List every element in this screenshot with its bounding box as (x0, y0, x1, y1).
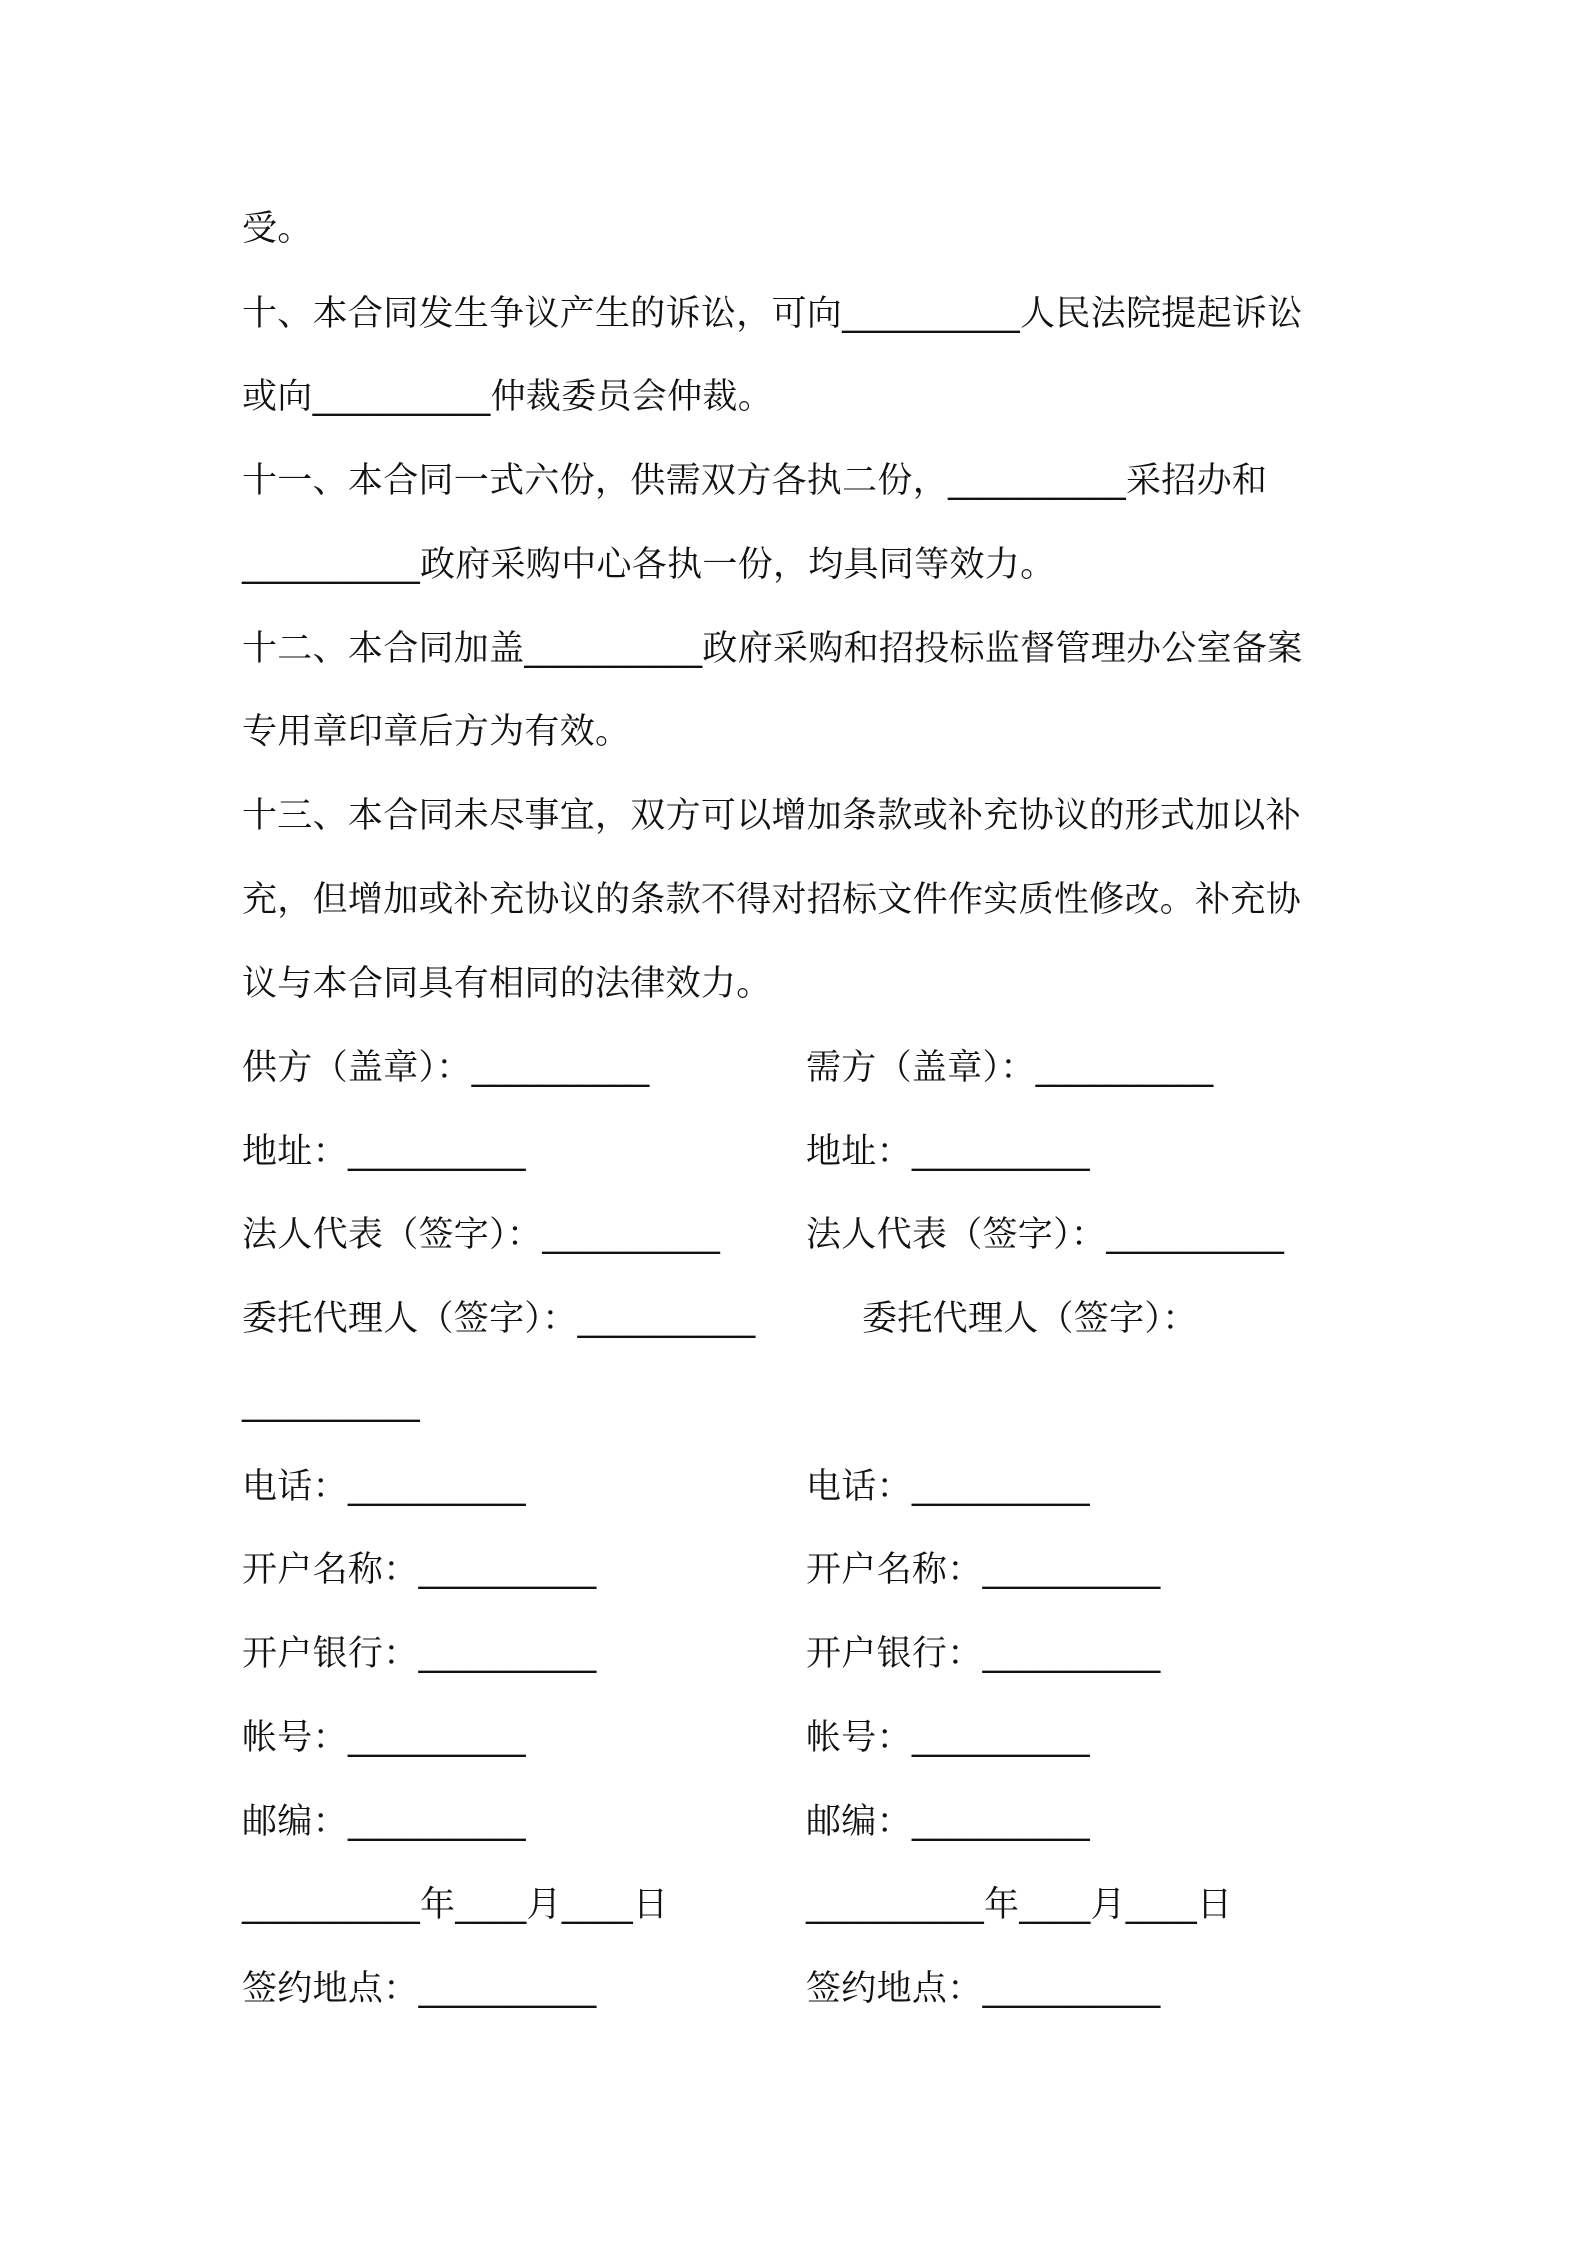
clause-10-line-1: 十、本合同发生争议产生的诉讼，可向__________人民法院提起诉讼 (242, 294, 1303, 334)
supplier-agent-field: 委托代理人（签字）：__________ (242, 1299, 756, 1339)
supplier-seal-field: 供方（盖章）：__________ (242, 1048, 650, 1088)
buyer-agent-field: 委托代理人（签字）： (862, 1299, 1198, 1339)
buyer-bank-field: 开户银行：__________ (806, 1634, 1161, 1674)
body-line-1: 受。 (242, 209, 313, 249)
supplier-account-name-field: 开户名称：__________ (242, 1550, 597, 1590)
clause-11-line-2: __________政府采购中心各执一份，均具同等效力。 (242, 545, 1056, 585)
buyer-address-field: 地址：__________ (806, 1132, 1090, 1172)
clause-13-line-2: 充，但增加或补充协议的条款不得对招标文件作实质性修改。补充协 (242, 880, 1302, 920)
supplier-account-no-field: 帐号：__________ (242, 1718, 526, 1758)
clause-12-line-2: 专用章印章后方为有效。 (242, 712, 631, 752)
clause-12-line-1: 十二、本合同加盖__________政府采购和招投标监督管理办公室备案 (242, 629, 1303, 669)
supplier-legal-rep-field: 法人代表（签字）：__________ (242, 1215, 721, 1255)
buyer-postcode-field: 邮编：__________ (806, 1802, 1090, 1842)
buyer-agent-blank: __________ (242, 1383, 420, 1423)
buyer-sign-place-field: 签约地点：__________ (806, 1969, 1161, 2009)
supplier-phone-field: 电话：__________ (242, 1467, 526, 1507)
clause-13-line-1: 十三、本合同未尽事宜，双方可以增加条款或补充协议的形式加以补 (242, 796, 1302, 836)
supplier-bank-field: 开户银行：__________ (242, 1634, 597, 1674)
clause-10-line-2: 或向__________仲裁委员会仲裁。 (242, 377, 774, 417)
supplier-postcode-field: 邮编：__________ (242, 1802, 526, 1842)
supplier-address-field: 地址：__________ (242, 1132, 526, 1172)
buyer-legal-rep-field: 法人代表（签字）：__________ (806, 1215, 1285, 1255)
buyer-phone-field: 电话：__________ (806, 1467, 1090, 1507)
buyer-date-field: __________年____月____日 (806, 1885, 1233, 1925)
buyer-account-name-field: 开户名称：__________ (806, 1550, 1161, 1590)
buyer-account-no-field: 帐号：__________ (806, 1718, 1090, 1758)
clause-13-line-3: 议与本合同具有相同的法律效力。 (242, 964, 772, 1004)
clause-11-line-1: 十一、本合同一式六份，供需双方各执二份，__________采招办和 (242, 461, 1268, 501)
buyer-seal-field: 需方（盖章）：__________ (806, 1048, 1214, 1088)
supplier-date-field: __________年____月____日 (242, 1885, 669, 1925)
supplier-sign-place-field: 签约地点：__________ (242, 1969, 597, 2009)
